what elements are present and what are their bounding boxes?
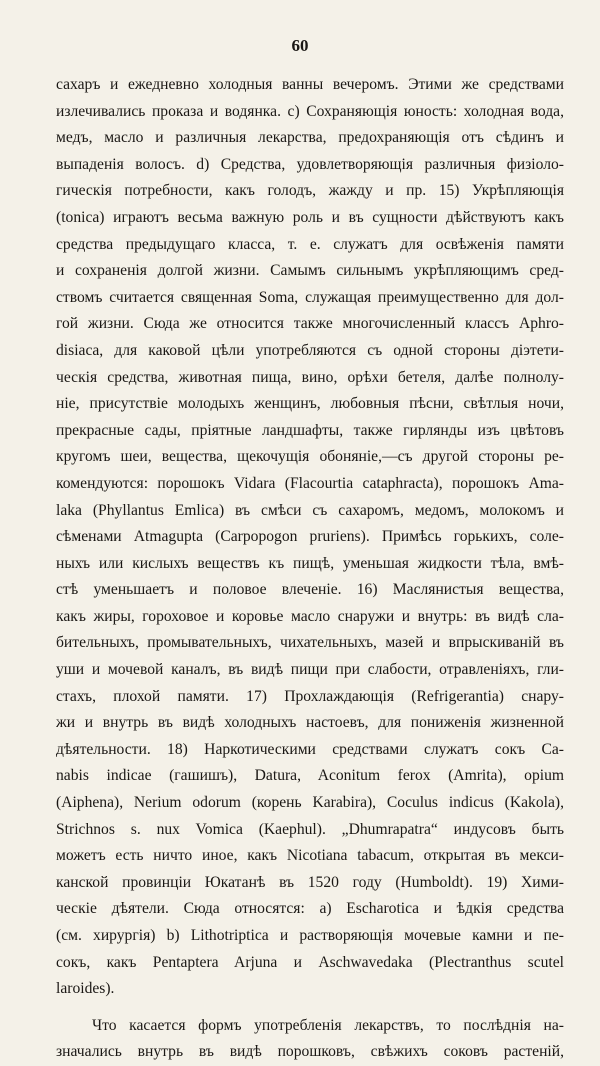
text-line: ческіе дѣятели. Сюда относятся: a) Escharotica и ѣдкія средства xyxy=(56,900,564,918)
text-line: сахаръ и ежедневно холодныя ванны вечеромъ. Этими же средствами xyxy=(56,76,564,93)
text-line: средства предыдущаго класса, т. е. служатъ для освѣженія памяти xyxy=(56,235,564,253)
text-line: и сохраненія долгой жизни. Самымъ сильнымъ укрѣпляющимъ сред- xyxy=(56,262,564,280)
text-line: сокъ, какъ Pentaptera Arjuna и Aschwavedaka (Plectranthus scutel xyxy=(56,953,564,971)
text-line: ніе, присутствіе молодыхъ женщинъ, любовныя пѣсни, свѣтлыя ночи, xyxy=(56,395,564,413)
text-line: (tonica) играютъ весьма важную роль и въ сущности дѣйствуютъ какъ xyxy=(56,208,564,226)
text-line: nabis indicae (гашишъ), Datura, Aconitum ferox (Amrita), opium xyxy=(56,767,564,785)
text-line: выпаденія волосъ. d) Средства, удовлетворяющія различныя физіоло- xyxy=(56,155,564,173)
text-line: какъ жиры, гороховое и коровье масло снаружи и внутрь: въ видѣ сла- xyxy=(56,607,564,625)
text-line: можетъ есть ничто иное, какъ Nicotiana tabacum, открытая въ мекси- xyxy=(56,847,564,865)
text-line: дѣятельности. 18) Наркотическими средствами служатъ сокъ Ca- xyxy=(56,740,564,758)
text-line: излечивались проказа и водянка. c) Сохраняющія юность: холодная вода, xyxy=(56,102,564,120)
text-line: гой жизни. Сюда же относится также многочисленный классъ Aphro- xyxy=(56,315,564,333)
page-number: 60 xyxy=(291,36,309,55)
text-line: ныхъ или кислыхъ веществъ къ пищѣ, уменьшая жидкости тѣла, вмѣ- xyxy=(56,554,564,572)
text-line: ствомъ считается священная Soma, служащая преимущественно для дол- xyxy=(56,288,564,306)
text-line: прекрасные сады, пріятные ландшафты, также гирлянды изъ цвѣтовъ xyxy=(56,421,564,439)
text-line: (Aiphena), Nerium odorum (корень Karabira), Coculus indicus (Kakola), xyxy=(56,794,564,812)
text-line: уши и мочевой каналъ, въ видѣ пищи при слабости, отравленіяхъ, гли- xyxy=(56,661,564,679)
text-line: ческія средства, животная пища, вино, орѣхи бетеля, далѣе полнолу- xyxy=(56,368,564,386)
text-line: гическія потребности, какъ голодъ, жажду и пр. 15) Укрѣпляющія xyxy=(56,182,564,200)
text-line: laroides). xyxy=(56,980,115,998)
text-line: сѣменами Atmagupta (Carpopogon pruriens). Примѣсь горькихъ, соле- xyxy=(56,528,564,546)
text-line: disiaca, для каковой цѣли употребляются съ одной стороны діэтети- xyxy=(56,341,564,359)
text-line: значались внутрь въ видѣ порошковъ, свѣжихъ соковъ растеній, xyxy=(56,1043,564,1061)
text-line: стѣ уменьшаетъ и половое влеченіе. 16) Маслянистыя вещества, xyxy=(56,581,564,599)
text-line: Strichnos s. nux Vomica (Kaephul). „Dhumrapatra“ индусовъ быть xyxy=(56,820,564,838)
text-line: жи и внутрь въ видѣ холодныхъ настоевъ, для пониженія жизненной xyxy=(56,714,564,732)
text-line: бительныхъ, промывательныхъ, чихательныхъ, мазей и впрыскиваній въ xyxy=(56,634,564,652)
body-text xyxy=(56,72,564,1066)
text-line: стахъ, плохой памяти. 17) Прохлаждающія (Refrigerantia) снару- xyxy=(56,687,564,705)
text-line: кругомъ шеи, вещества, щекочущія обоняніе,—съ другой стороны ре- xyxy=(56,448,564,466)
text-line: laka (Phyllantus Emlica) въ смѣси съ сахаромъ, медомъ, молокомъ и xyxy=(56,501,564,519)
text-line: медъ, масло и различныя лекарства, предохраняющія отъ сѣдинъ и xyxy=(56,129,564,147)
text-line: (см. хирургія) b) Lithotriptica и растворяющія мочевые камни и пе- xyxy=(56,927,564,944)
text-line: комендуются: порошокъ Vidara (Flacourtia cataphracta), порошокъ Ama- xyxy=(56,474,564,492)
text-line: канской провинціи Юкатанѣ въ 1520 году (Humboldt). 19) Хими- xyxy=(56,873,564,891)
text-line: Что касается формъ употребленія лекарствъ, то послѣднія на- xyxy=(92,1016,564,1034)
